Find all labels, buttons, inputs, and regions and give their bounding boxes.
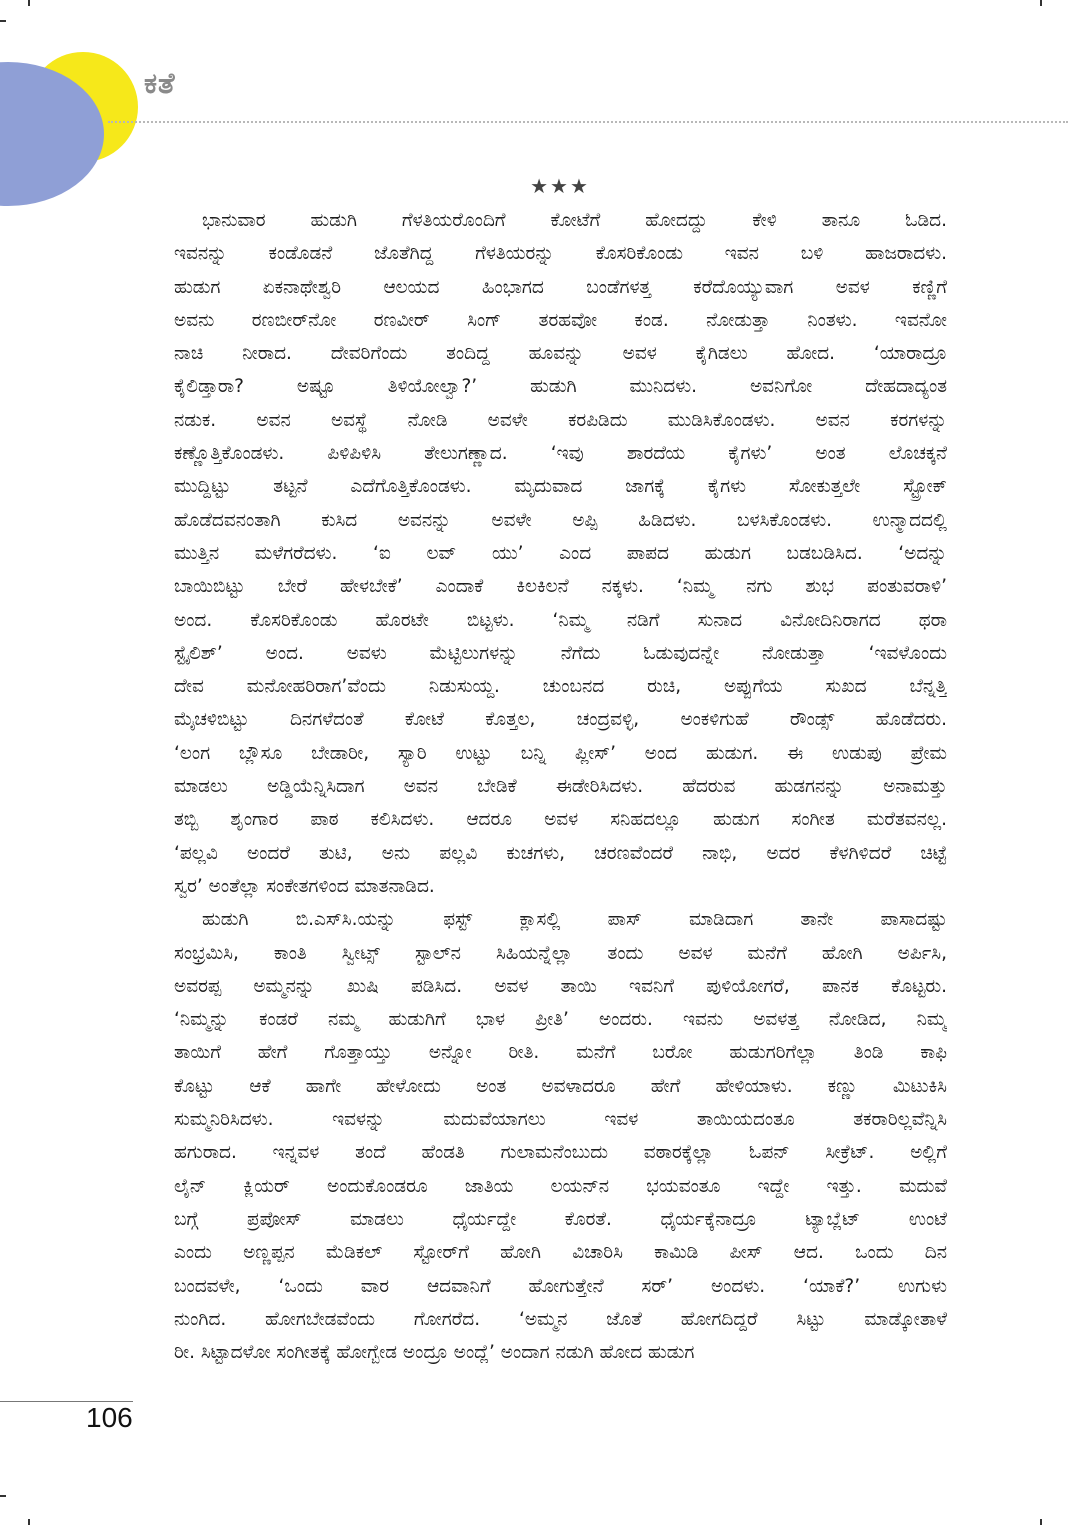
text-line: ಹೊಡೆದವನಂತಾಗಿ ಕುಸಿದ ಅವನನ್ನು ಅವಳೇ ಅಪ್ಪಿ ಹಿಡಿದಳು. ಬಳಸಿಕೊಂಡಳು. ಉನ್ಮಾದದಲ್ಲಿ	[174, 509, 947, 531]
text-line: ‘ಲಂಗ ಬ್ಲೌಸೂ ಬೇಡಾರೀ, ಸ್ಯಾರಿ ಉಟ್ಟು ಬನ್ನಿ ಪ್ಲೀಸ್’ ಅಂದ ಹುಡುಗ. ಈ ಉಡುಪು ಪ್ರೇಮ	[174, 742, 947, 764]
paragraph	[174, 204, 947, 903]
header-dotted-rule	[108, 121, 1068, 123]
crop-mark-bottom-right-v	[1040, 1519, 1042, 1525]
section-title: ಕತೆ	[144, 66, 176, 100]
crop-mark-top-right-v	[1040, 0, 1042, 6]
text-line: ಅವರಪ್ಪ ಅಮ್ಮನನ್ನು ಖುಷಿ ಪಡಿಸಿದ. ಅವಳ ತಾಯಿ ಇವನಿಗೆ ಪುಳಿಯೋಗರೆ, ಪಾನಕ ಕೊಟ್ಟರು.	[174, 975, 947, 997]
text-line: ಇವನನ್ನು ಕಂಡೊಡನೆ ಜೊತೆಗಿದ್ದ ಗೆಳತಿಯರನ್ನು ಕೊಸರಿಕೊಂಡು ಇವನ ಬಳಿ ಹಾಜರಾದಳು.	[174, 243, 947, 265]
text-line: ಹುಡುಗ ಏಕನಾಥೇಶ್ವರಿ ಆಲಯದ ಹಿಂಭಾಗದ ಬಂಡೆಗಳತ್ತ ಕರೆದೊಯ್ಯುವಾಗ ಅವಳ ಕಣ್ಣಿಗೆ	[174, 276, 947, 298]
text-line: ಮುತ್ತಿನ ಮಳೆಗರೆದಳು. ‘ಐ ಲವ್ ಯು’ ಎಂದ ಪಾಪದ ಹುಡುಗ ಬಡಬಡಿಸಿದ. ‘ಅದನ್ನು	[174, 542, 947, 564]
text-line: ಹುಡುಗಿ ಬಿ.ಎಸ್‌ಸಿ.ಯನ್ನು ಫಸ್ಟ್ ಕ್ಲಾಸಲ್ಲಿ ಪಾಸ್ ಮಾಡಿದಾಗ ತಾನೇ ಪಾಸಾದಷ್ಟು	[202, 909, 947, 931]
paragraph	[174, 903, 947, 1369]
text-line: ಸ್ವರ’ ಅಂತೆಲ್ಲಾ ಸಂಕೇತಗಳಿಂದ ಮಾತನಾಡಿದ.	[174, 875, 435, 897]
text-line: ಬಂದವಳೇ, ‘ಒಂದು ವಾರ ಆದವಾನಿಗೆ ಹೋಗುತ್ತೇನೆ ಸರ್’ ಅಂದಳು. ‘ಯಾಕೆ?’ ಉಗುಳು	[174, 1275, 947, 1297]
text-line: ನಡುಕ. ಅವನ ಅವಸ್ಥೆ ನೋಡಿ ಅವಳೇ ಕರಪಿಡಿದು ಮುಡಿಸಿಕೊಂಡಳು. ಅವನ ಕರಗಳನ್ನು	[174, 409, 947, 431]
text-line: ಕಣ್ಣೊತ್ತಿಕೊಂಡಳು. ಪಿಳಿಪಿಳಿಸಿ ತೇಲುಗಣ್ಣಾದ. ‘ಇವು ಶಾರದೆಯ ಕೈಗಳು’ ಅಂತ ಲೊಚಕ್ಕನೆ	[174, 443, 947, 465]
text-line: ಮುದ್ದಿಟ್ಟು ತಟ್ಟನೆ ಎದೆಗೊತ್ತಿಕೊಂಡಳು. ಮೃದುವಾದ ಜಾಗಕ್ಕೆ ಕೈಗಳು ಸೋಕುತ್ತಲೇ ಸ್ಟ್ರೋಕ್	[174, 476, 947, 498]
crop-mark-bottom-left	[0, 1495, 6, 1497]
text-line: ಲೈನ್ ಕ್ಲಿಯರ್ ಅಂದುಕೊಂಡರೂ ಜಾತಿಯ ಲಯನ್‌ನ ಭಯವಂತೂ ಇದ್ದೇ ಇತ್ತು. ಮದುವೆ	[174, 1175, 947, 1197]
text-line: ಮಾಡಲು ಅಡ್ಡಿಯೆನ್ನಿಸಿದಾಗ ಅವನ ಬೇಡಿಕೆ ಈಡೇರಿಸಿದಳು. ಹೆದರುವ ಹುಡಗನನ್ನು ಅನಾಮತ್ತು	[174, 776, 947, 798]
text-line: ಕೊಟ್ಟು ಆಕೆ ಹಾಗೇ ಹೇಳೋದು ಅಂತ ಅವಳಾದರೂ ಹೇಗೆ ಹೇಳಿಯಾಳು. ಕಣ್ಣು ಮಿಟುಕಿಸಿ	[174, 1075, 947, 1097]
crop-mark-top-left	[0, 20, 6, 22]
text-line: ಎಂದು ಅಣ್ಣಪ್ಪನ ಮೆಡಿಕಲ್ ಸ್ಟೋರ್‌ಗೆ ಹೋಗಿ ವಿಚಾರಿಸಿ ಕಾಮಿಡಿ ಪೀಸ್ ಆದ. ಒಂದು ದಿನ	[174, 1242, 947, 1264]
text-line: ನಾಚಿ ನೀರಾದ. ದೇವರಿಗೆಂದು ತಂದಿದ್ದ ಹೂವನ್ನು ಅವಳ ಕೈಗಿಡಲು ಹೋದ. ‘ಯಾರಾದ್ರೂ	[174, 343, 947, 365]
text-line: ಸುಮ್ಮನಿರಿಸಿದಳು. ಇವಳನ್ನು ಮದುವೆಯಾಗಲು ಇವಳ ತಾಯಿಯದಂತೂ ತಕರಾರಿಲ್ಲವೆನ್ನಿಸಿ	[174, 1109, 947, 1131]
article-body	[174, 204, 947, 1369]
crop-mark-bottom-left-v	[28, 1519, 30, 1525]
text-line: ಅಂದ. ಕೊಸರಿಕೊಂಡು ಹೊರಟೇ ಬಿಟ್ಟಳು. ‘ನಿಮ್ಮ ನಡಿಗೆ ಸುನಾದ ವಿನೋದಿನಿರಾಗದ ಥರಾ	[174, 609, 947, 631]
text-line: ಬಗ್ಗೆ ಪ್ರಪೋಸ್ ಮಾಡಲು ಧೈರ್ಯದ್ದೇ ಕೊರತೆ. ಧೈರ್ಯಕ್ಕೆನಾದ್ರೂ ಟ್ಯಾಬ್ಲೆಟ್ ಉಂಟೆ	[174, 1208, 947, 1230]
text-line: ಹಗುರಾದ. ಇನ್ನವಳ ತಂದೆ ಹೆಂಡತಿ ಗುಲಾಮನೆಂಬುದು ವಠಾರಕ್ಕೆಲ್ಲಾ ಓಪನ್ ಸೀಕ್ರೆಟ್. ಅಲ್ಲಿಗೆ	[174, 1142, 947, 1164]
text-line: ರೀ. ಸಿಟ್ಟಾದಳೋ ಸಂಗೀತಕ್ಕೆ ಹೋಗ್ಬೇಡ ಅಂದ್ರೂ ಅಂದ್ಲೆ’ ಅಂದಾಗ ನಡುಗಿ ಹೋದ ಹುಡುಗ	[174, 1342, 695, 1364]
text-line: ಬಾಯಿಬಿಟ್ಟು ಬೇರೆ ಹೇಳಬೇಕೆ’ ಎಂದಾಕೆ ಕಿಲಕಿಲನೆ ನಕ್ಕಳು. ‘ನಿಮ್ಮ ನಗು ಶುಭ ಪಂತುವರಾಳಿ’	[174, 576, 947, 598]
text-line: ‘ಪಲ್ಲವಿ ಅಂದರೆ ತುಟಿ, ಅನು ಪಲ್ಲವಿ ಕುಚಗಳು, ಚರಣವೆಂದರೆ ನಾಭಿ, ಅದರ ಕೆಳಗಿಳಿದರೆ ಚಿಟ್ಟೆ	[174, 842, 947, 864]
page-number: 106	[86, 1402, 133, 1433]
text-line: ‘ನಿಮ್ಮನ್ನು ಕಂಡರೆ ನಮ್ಮ ಹುಡುಗಿಗೆ ಭಾಳ ಪ್ರೀತಿ’ ಅಂದರು. ಇವನು ಅವಳತ್ತ ನೋಡಿದ, ನಿಮ್ಮ	[174, 1009, 947, 1031]
crop-mark-top-left-v	[28, 0, 30, 6]
text-line: ದೇವ ಮನೋಹರಿರಾಗ’ವೆಂದು ನಿಡುಸುಯ್ದ. ಚುಂಬನದ ರುಚಿ, ಅಪ್ಪುಗೆಯ ಸುಖದ ಬೆನ್ನತ್ತಿ	[174, 676, 947, 698]
text-line: ಕೈಲಿಡ್ತಾರಾ? ಅಷ್ಟೂ ತಿಳಿಯೋಲ್ವಾ?’ ಹುಡುಗಿ ಮುನಿದಳು. ಅವನಿಗೋ ದೇಹದಾದ್ಯಂತ	[174, 376, 947, 398]
text-line: ಅವನು ರಣಬೀರ್‌ನೋ ರಣವೀರ್ ಸಿಂಗ್ ತರಹವೋ ಕಂಡ. ನೋಡುತ್ತಾ ನಿಂತಳು. ಇವನೋ	[174, 309, 947, 331]
text-line: ತಬ್ಬಿ ಶೃಂಗಾರ ಪಾಠ ಕಲಿಸಿದಳು. ಆದರೂ ಅವಳ ಸನಿಹದಲ್ಲೂ ಹುಡುಗ ಸಂಗೀತ ಮರೆತವನಲ್ಲ.	[174, 809, 947, 831]
text-line: ಭಾನುವಾರ ಹುಡುಗಿ ಗೆಳತಿಯರೊಂದಿಗೆ ಕೋಟೆಗೆ ಹೋದದ್ದು ಕೇಳಿ ತಾನೂ ಓಡಿದ.	[202, 210, 947, 231]
text-line: ನುಂಗಿದ. ಹೋಗಬೇಡವೆಂದು ಗೋಗರೆದ. ‘ಅಮ್ಮನ ಜೊತೆ ಹೋಗದಿದ್ದರೆ ಸಿಟ್ಟು ಮಾಡ್ಕೋತಾಳೆ	[174, 1308, 947, 1330]
text-line: ಮೈಚಳಿಬಿಟ್ಟು ದಿನಗಳೆದಂತೆ ಕೋಟೆ ಕೊತ್ತಲ, ಚಂದ್ರವಳ್ಳಿ, ಅಂಕಳಿಗುಹೆ ರೌಂಡ್ಸ್ ಹೊಡೆದರು.	[174, 709, 947, 731]
text-line: ಸಂಭ್ರಮಿಸಿ, ಕಾಂತಿ ಸ್ವೀಟ್ಸ್ ಸ್ಟಾಲ್‌ನ ಸಿಹಿಯನ್ನೆಲ್ಲಾ ತಂದು ಅವಳ ಮನೆಗೆ ಹೋಗಿ ಅರ್ಪಿಸಿ,	[174, 942, 947, 964]
text-line: ಸ್ಟೈಲಿಶ್’ ಅಂದ. ಅವಳು ಮೆಟ್ಟಿಲುಗಳನ್ನು ನೆಗೆದು ಓಡುವುದನ್ನೇ ನೋಡುತ್ತಾ ‘ಇವಳೊಂದು	[174, 642, 947, 664]
section-separator-stars: ★★★	[530, 174, 590, 198]
text-line: ತಾಯಿಗೆ ಹೇಗೆ ಗೊತ್ತಾಯ್ತು ಅನ್ನೋ ರೀತಿ. ಮನೆಗೆ ಬರೋ ಹುಡುಗರಿಗೆಲ್ಲಾ ತಿಂಡಿ ಕಾಫಿ	[174, 1042, 947, 1064]
